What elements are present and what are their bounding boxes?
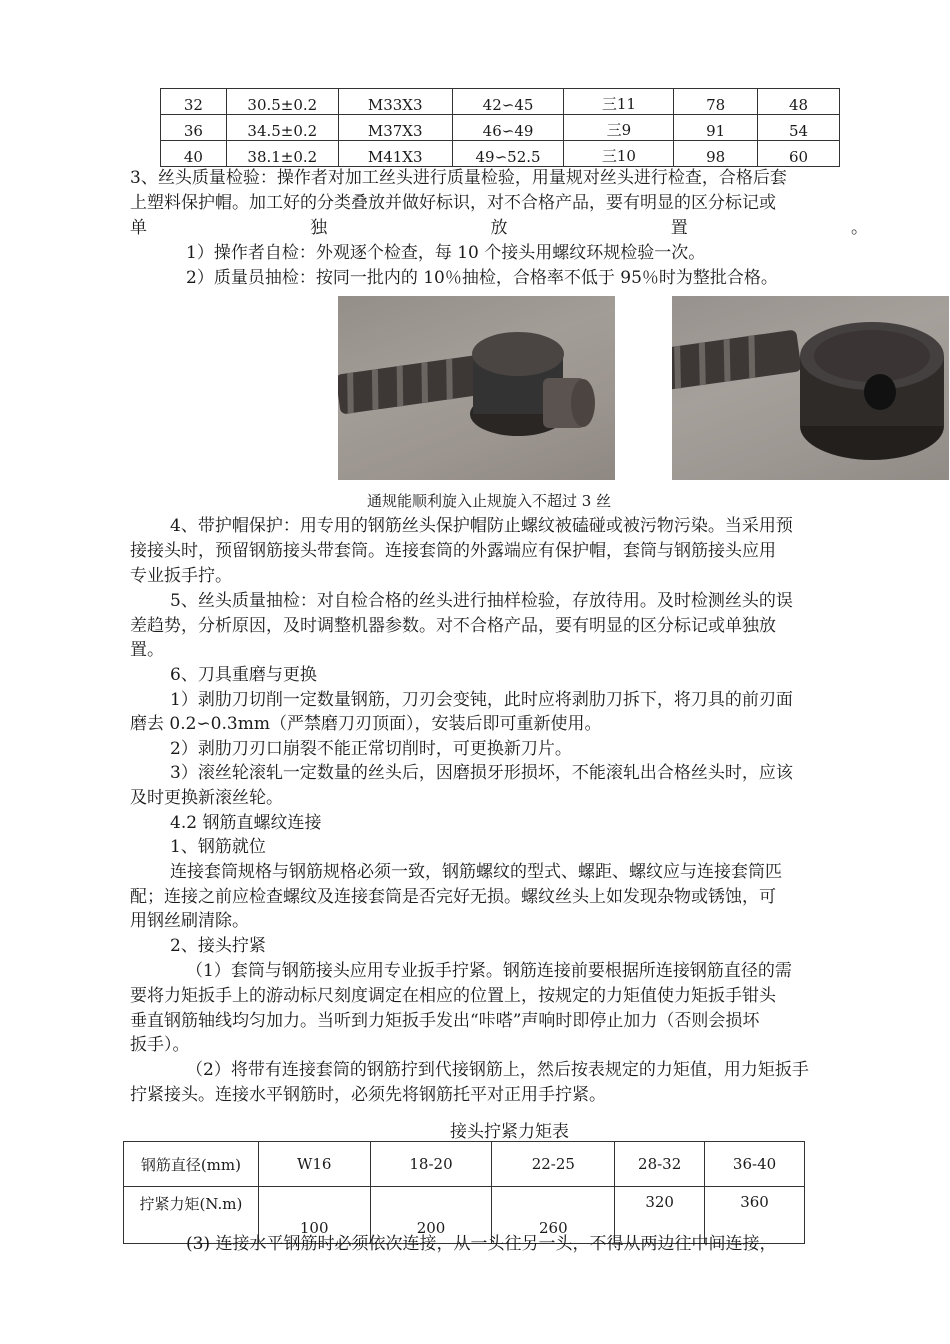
table-cell: 三10 xyxy=(564,141,674,167)
sec6-p1-line: 1）剥肋刀切削一定数量钢筋，刀刃会变钝，此时应将剥肋刀拆下，将刀具的前刃面 xyxy=(170,690,793,710)
sec4-line: 专业扳手拧。 xyxy=(130,566,232,586)
torque-table-title: 接头拧紧力矩表 xyxy=(450,1122,569,1142)
sec42-title: 4.2 钢筋直螺纹连接 xyxy=(170,813,322,833)
table-cell: 54 xyxy=(758,115,840,141)
sec42-sub2: 2、接头拧紧 xyxy=(170,936,266,956)
header-cell: 钢筋直径(mm) xyxy=(124,1142,259,1187)
last-line: (3) 连接水平钢筋时必须依次连接，从一头往另一头，不得从两边往中间连接， xyxy=(186,1234,777,1254)
table-row xyxy=(161,141,840,167)
table-cell: 91 xyxy=(674,115,758,141)
table-cell: 260 xyxy=(492,1187,615,1244)
sec42-sub1: 1、钢筋就位 xyxy=(170,837,266,857)
sec3-line3 xyxy=(130,216,868,240)
table-cell: 320 xyxy=(615,1187,705,1244)
sec4-line: 4、带护帽保护：用专用的钢筋丝头保护帽防止螺纹被磕碰或被污物污染。当采用预 xyxy=(170,516,793,536)
table-cell: 30.5±0.2 xyxy=(226,89,338,115)
table-cell: 三11 xyxy=(564,89,674,115)
table-row xyxy=(161,115,840,141)
word: 置 xyxy=(670,218,688,238)
table-cell: 100 xyxy=(258,1187,370,1244)
table-cell: 78 xyxy=(674,89,758,115)
header-cell: 18-20 xyxy=(370,1142,492,1187)
header-cell: 36-40 xyxy=(705,1142,805,1187)
word: 独 xyxy=(310,218,328,238)
table-row xyxy=(161,89,840,115)
table-cell: M37X3 xyxy=(338,115,452,141)
sec5-line: 5、丝头质量抽检：对自检合格的丝头进行抽样检验，存放待用。及时检测丝头的误 xyxy=(170,591,793,611)
sec42-p2-line: 要将力矩扳手上的游动标尺刻度调定在相应的位置上，按规定的力矩值使力矩扳手钳头 xyxy=(130,986,776,1006)
header-cell: W16 xyxy=(258,1142,370,1187)
table-cell: 三9 xyxy=(564,115,674,141)
no-go-gauge-photo xyxy=(672,296,949,480)
table-cell: M41X3 xyxy=(338,141,452,167)
table-cell: 49∽52.5 xyxy=(452,141,564,167)
sec42-p1-line: 配；连接之前应检查螺纹及连接套筒是否完好无损。螺纹丝头上如发现杂物或锈蚀，可 xyxy=(130,887,776,907)
table-cell: 34.5±0.2 xyxy=(226,115,338,141)
sec42-p1-line: 用钢丝刷清除。 xyxy=(130,911,249,931)
table-cell: 46∽49 xyxy=(452,115,564,141)
header-cell: 22-25 xyxy=(492,1142,615,1187)
table-cell: 360 xyxy=(705,1187,805,1244)
header-cell: 28-32 xyxy=(615,1142,705,1187)
word: 单 xyxy=(130,218,147,238)
sec6-p1-line: 磨去 0.2∽0.3mm（严禁磨刀刃顶面），安装后即可重新使用。 xyxy=(130,714,602,734)
sec6-p3-line: 及时更换新滚丝轮。 xyxy=(130,788,283,808)
word: 。 xyxy=(851,218,868,238)
sec3-item2: 2）质量员抽检：按同一批内的 10％抽检，合格率不低于 95％时为整批合格。 xyxy=(186,268,778,288)
table-cell: 98 xyxy=(674,141,758,167)
sec5-line: 差趋势，分析原因，及时调整机器参数。对不合格产品，要有明显的区分标记或单独放 xyxy=(130,616,776,636)
word: 放 xyxy=(490,218,508,238)
sec6-p3-line: 3）滚丝轮滚轧一定数量的丝头后，因磨损牙形损坏，不能滚轧出合格丝头时，应该 xyxy=(170,763,793,783)
table-cell: 38.1±0.2 xyxy=(226,141,338,167)
sec6-p2: 2）剥肋刀刃口崩裂不能正常切削时，可更换新刀片。 xyxy=(170,739,572,759)
sec3-item1: 1）操作者自检：外观逐个检查，每 10 个接头用螺纹环规检验一次。 xyxy=(186,243,706,263)
table-cell: M33X3 xyxy=(338,89,452,115)
sec5-line: 置。 xyxy=(130,640,164,660)
sec6-title: 6、刀具重磨与更换 xyxy=(170,665,317,685)
table-cell: 48 xyxy=(758,89,840,115)
sec42-p2-line: 扳手）。 xyxy=(130,1035,190,1055)
sec3-line2: 上塑料保护帽。加工好的分类叠放并做好标识，对不合格产品，要有明显的区分标记或 xyxy=(130,193,776,213)
sec42-p2-line: 垂直钢筋轴线均匀加力。当听到力矩扳手发出“咔嗒”声响时即停止加力（否则会损坏 xyxy=(130,1011,760,1031)
table-cell: 拧紧力矩(N.m) xyxy=(124,1187,259,1244)
sec42-p2-line: （1）套筒与钢筋接头应用专业扳手拧紧。钢筋连接前要根据所连接钢筋直径的需 xyxy=(186,961,792,981)
torque-table xyxy=(123,1141,805,1244)
sec4-line: 接接头时，预留钢筋接头带套筒。连接套筒的外露端应有保护帽，套筒与钢筋接头应用 xyxy=(130,541,776,561)
table-cell: 200 xyxy=(370,1187,492,1244)
table-cell: 60 xyxy=(758,141,840,167)
spec-table xyxy=(160,88,840,167)
table-cell: 40 xyxy=(161,141,227,167)
sec42-p3-line: （2）将带有连接套筒的钢筋拧到代接钢筋上，然后按表规定的力矩值，用力矩扳手 xyxy=(186,1060,809,1080)
sec42-p1-line: 连接套筒规格与钢筋规格必须一致，钢筋螺纹的型式、螺距、螺纹应与连接套筒匹 xyxy=(170,862,782,882)
sec42-p3-line: 拧紧接头。连接水平钢筋时，必须先将钢筋托平对正用手拧紧。 xyxy=(130,1085,606,1105)
go-gauge-photo xyxy=(338,296,615,480)
table-cell: 36 xyxy=(161,115,227,141)
table-cell: 42∽45 xyxy=(452,89,564,115)
photo-caption: 通规能顺利旋入止规旋入不超过 3 丝 xyxy=(367,492,612,510)
sec3-line1: 3、丝头质量检验：操作者对加工丝头进行质量检验，用量规对丝头进行检查，合格后套 xyxy=(130,168,787,188)
table-cell: 32 xyxy=(161,89,227,115)
table-header-row xyxy=(124,1142,805,1187)
